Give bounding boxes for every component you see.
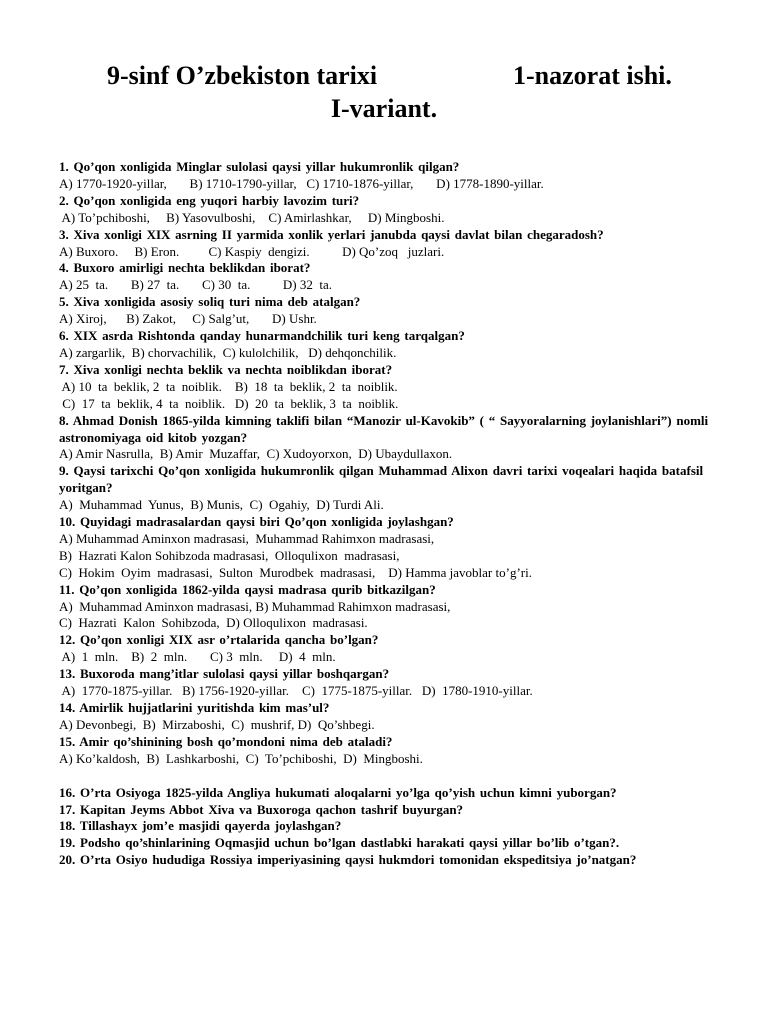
title-variant: I-variant.	[330, 94, 438, 123]
question-text: 7. Xiva xonligi nechta beklik va nechta noiblikdan iborat?	[59, 361, 393, 377]
answer-options: A) Devonbegi, B) Mirzaboshi, C) mushrif, D) Qo’shbegi.	[59, 716, 375, 732]
open-question: 20. O’rta Osiyo hududiga Rossiya imperiyasining qaysi hukmdori tomonidan ekspeditsiya jo’natgan?	[59, 852, 637, 868]
answer-options: A) Xiroj, B) Zakot, C) Salg’ut, D) Ushr.	[59, 311, 317, 327]
question-text: 10. Quyidagi madrasalardan qaysi biri Qo’qon xonligida joylashgan?	[59, 514, 454, 530]
question-text: 11. Qo’qon xonligida 1862-yilda qaysi madrasa qurib bitkazilgan?	[59, 581, 436, 597]
questions-list	[59, 159, 719, 869]
open-question: 16. O’rta Osiyoga 1825-yilda Angliya hukumati aloqalarni yo’lga qo’yish uchun kimni yuborgan?	[59, 784, 617, 800]
section-spacer	[59, 768, 719, 785]
answer-options: A) 25 ta. B) 27 ta. C) 30 ta. D) 32 ta.	[59, 277, 332, 293]
question-text: 3. Xiva xonligi XIX asrning II yarmida xonlik yerlari janubda qaysi davlat bilan chegaradosh?	[59, 226, 604, 242]
answer-options: B) Hazrati Kalon Sohibzoda madrasasi, Olloqulixon madrasasi,	[59, 547, 400, 563]
answer-options: A) Amir Nasrulla, B) Amir Muzaffar, C) Xudoyorxon, D) Ubaydullaxon.	[59, 446, 453, 462]
open-question: 18. Tillashayx jom’e masjidi qayerda joylashgan?	[59, 818, 342, 834]
question-text: 6. XIX asrda Rishtonda qanday hunarmandchilik turi keng tarqalgan?	[59, 328, 465, 344]
question-text: 1. Qo’qon xonligida Minglar sulolasi qaysi yillar hukumronlik qilgan?	[59, 159, 460, 174]
answer-options: A) To’pchiboshi, B) Yasovulboshi, C) Amirlashkar, D) Mingboshi.	[59, 209, 445, 225]
answer-options: A) 1770-1920-yillar, B) 1710-1790-yillar, C) 1710-1876-yillar, D) 1778-1890-yillar.	[59, 175, 544, 191]
question-text: 2. Qo’qon xonligida eng yuqori harbiy lavozim turi?	[59, 192, 360, 208]
title-test-name: 1-nazorat ishi.	[513, 61, 672, 90]
answer-options: C) Hazrati Kalon Sohibzoda, D) Olloqulixon madrasasi.	[59, 615, 368, 631]
question-text: 15. Amir qo’shinining bosh qo’mondoni nima deb ataladi?	[59, 733, 393, 749]
question-text: 8. Ahmad Donish 1865-yilda kimning taklifi bilan “Manozir ul-Kavokib” ( “ Sayyoralarning joylanishlari”) nomli astronomiyaga oid kitob yozgan?	[59, 412, 709, 445]
answer-options: A) Muhammad Aminxon madrasasi, B) Muhammad Rahimxon madrasasi,	[59, 598, 451, 614]
answer-options: A) 10 ta beklik, 2 ta noiblik. B) 18 ta beklik, 2 ta noiblik.	[59, 378, 398, 394]
title-subject: 9-sinf O’zbekiston tarixi	[107, 61, 378, 90]
question-text: 13. Buxoroda mang’itlar sulolasi qaysi yillar boshqargan?	[59, 666, 390, 682]
answer-options: A) 1 mln. B) 2 mln. C) 3 mln. D) 4 mln.	[59, 649, 336, 665]
answer-options: A) Muhammad Aminxon madrasasi, Muhammad Rahimxon madrasasi,	[59, 530, 435, 546]
question-text: 5. Xiva xonligida asosiy soliq turi nima deb atalgan?	[59, 294, 361, 310]
answer-options: A) zargarlik, B) chorvachilik, C) kulolchilik, D) dehqonchilik.	[59, 344, 397, 360]
answer-options: C) Hokim Oyim madrasasi, Sulton Murodbek madrasasi, D) Hamma javoblar to’g’ri.	[59, 564, 532, 580]
open-question: 19. Podsho qo’shinlarining Oqmasjid uchun bo’lgan dastlabki harakati qaysi yillar bo’lib o’tgan?.	[59, 835, 620, 851]
question-text: 12. Qo’qon xonligi XIX asr o’rtalarida qancha bo’lgan?	[59, 632, 379, 648]
question-text: 4. Buxoro amirligi nechta beklikdan iborat?	[59, 260, 311, 276]
answer-options: A) 1770-1875-yillar. B) 1756-1920-yillar. C) 1775-1875-yillar. D) 1780-1910-yillar.	[59, 683, 533, 699]
open-question: 17. Kapitan Jeyms Abbot Xiva va Buxoroga qachon tashrif buyurgan?	[59, 801, 464, 817]
answer-options: A) Ko’kaldosh, B) Lashkarboshi, C) To’pchiboshi, D) Mingboshi.	[59, 750, 423, 766]
question-text: 14. Amirlik hujjatlarini yuritishda kim mas’ul?	[59, 700, 330, 715]
answer-options: A) Muhammad Yunus, B) Munis, C) Ogahiy, D) Turdi Ali.	[59, 497, 384, 513]
question-text: 9. Qaysi tarixchi Qo’qon xonligida hukumronlik qilgan Muhammad Alixon davri tarixi voqealari haqida batafsil yoritgan?	[59, 463, 704, 496]
answer-options: A) Buxoro. B) Eron. C) Kaspiy dengizi. D) Qo’zoq juzlari.	[59, 243, 445, 259]
answer-options: C) 17 ta beklik, 4 ta noiblik. D) 20 ta beklik, 3 ta noiblik.	[59, 395, 399, 411]
